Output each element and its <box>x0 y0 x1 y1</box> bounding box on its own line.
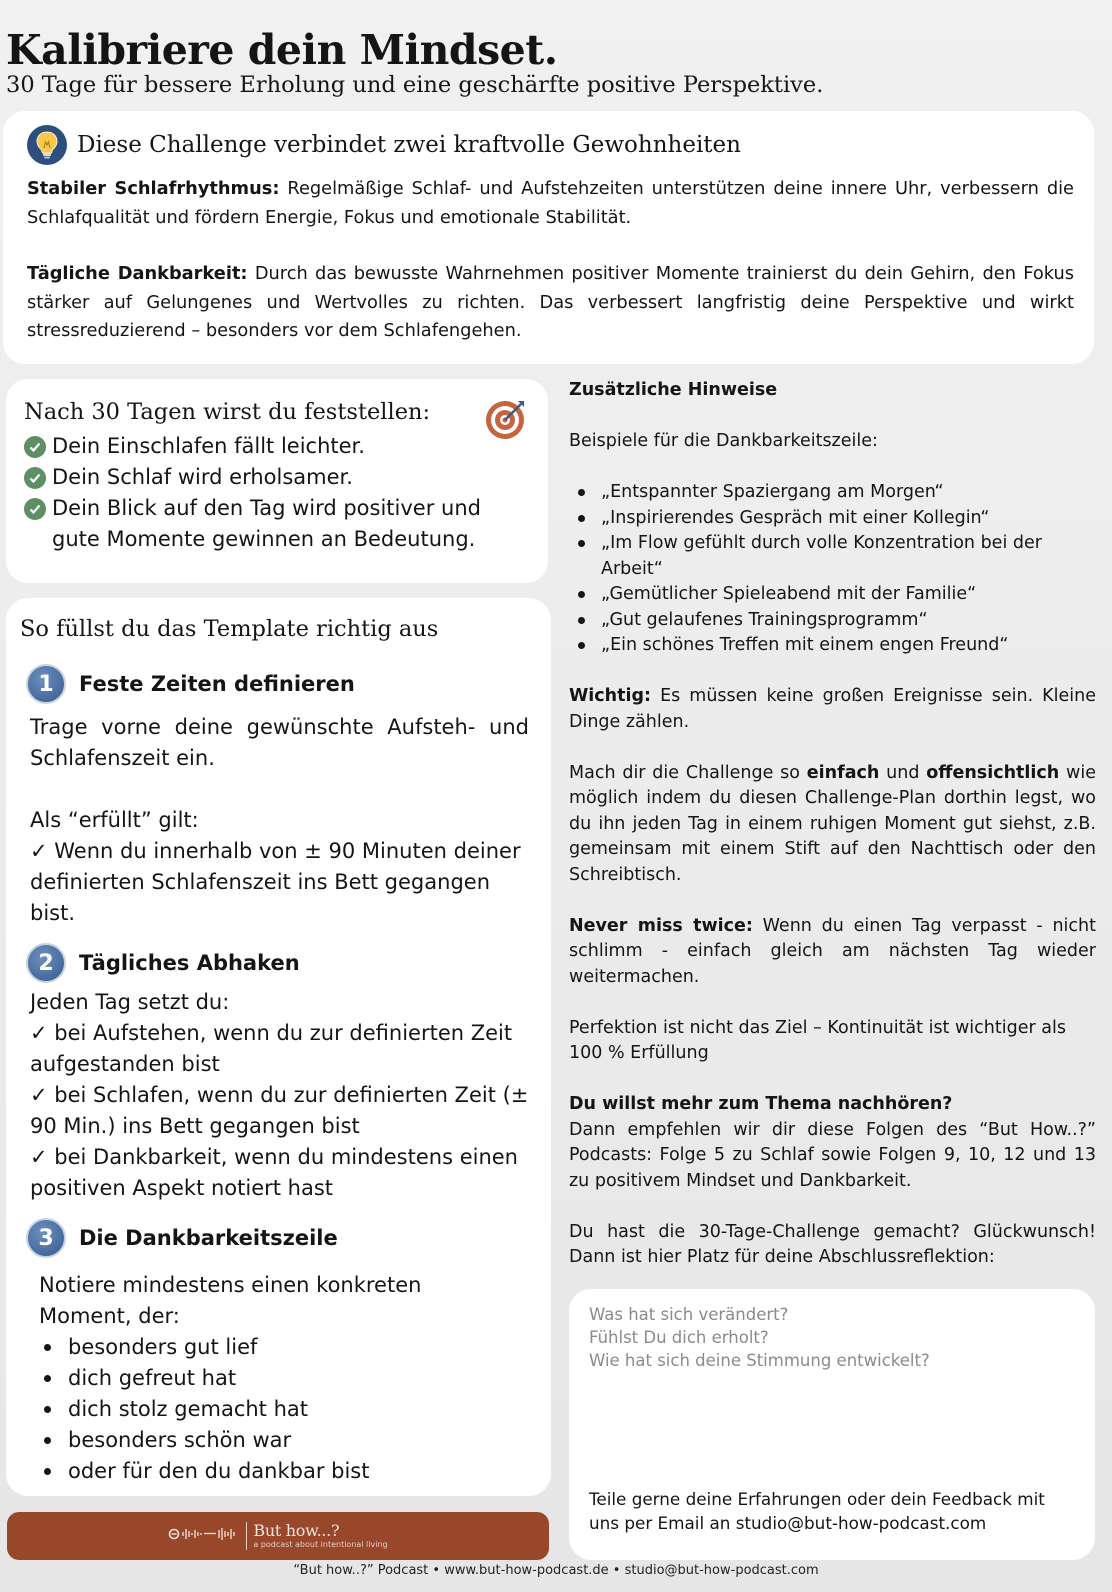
important-paragraph <box>569 684 1096 735</box>
step-1-header <box>26 664 529 704</box>
step-number-badge: 3 <box>26 1218 66 1258</box>
step-3-list <box>40 1332 529 1487</box>
page-title: Kalibriere dein Mindset. <box>6 26 558 74</box>
simple-paragraph <box>569 761 1096 889</box>
congrats-text: Du hast die 30-Tage-Challenge gemacht? Glückwunsch! Dann ist hier Platz für deine Abschlussreflektion: <box>569 1221 1096 1267</box>
podcast-logo <box>168 1522 387 1550</box>
reflection-placeholder: Wie hat sich deine Stimmung entwickelt? <box>589 1351 930 1370</box>
step-2-line: ✓ bei Dankbarkeit, wenn du mindestens einen positiven Aspekt notiert hast <box>30 1145 518 1200</box>
sleep-paragraph <box>27 175 1074 232</box>
results-heading: Nach 30 Tagen wirst du feststellen: <box>24 399 431 425</box>
sleep-text: Regelmäßige Schlaf- und Aufstehzeiten unterstützen deine innere Uhr, verbessern die Schlafqualität und fördern Energie, Fokus und emotionale Stabilität. <box>27 178 1074 228</box>
target-icon <box>484 397 528 445</box>
result-text: Dein Schlaf wird erholsamer. <box>52 465 353 489</box>
intro-heading: Diese Challenge verbindet zwei kraftvolle Gewohnheiten <box>77 132 741 158</box>
step-2-line: ✓ bei Schlafen, wenn du zur definierten Zeit (± 90 Min.) ins Bett gegangen bist <box>30 1083 529 1138</box>
page-subtitle: 30 Tage für bessere Erholung und eine geschärfte positive Perspektive. <box>6 72 824 98</box>
result-text: Dein Blick auf den Tag wird positiver und gute Momente gewinnen an Bedeutung. <box>52 496 481 551</box>
list-item: „Gemütlicher Spieleabend mit der Familie“ <box>575 582 1096 608</box>
list-item <box>24 431 530 462</box>
check-circle-icon <box>24 436 46 458</box>
check-circle-icon <box>24 467 46 489</box>
step-2-title: Tägliches Abhaken <box>79 951 300 975</box>
reflection-box <box>569 1289 1095 1560</box>
simple-mid: und <box>879 762 927 783</box>
intro-card <box>3 111 1094 364</box>
howto-card <box>6 598 551 1496</box>
results-list <box>24 431 530 555</box>
notes-heading: Zusätzliche Hinweise <box>569 380 778 400</box>
simple-bold-2: offensichtlich <box>926 762 1060 783</box>
footer: “But how..?” Podcast • www.but-how-podcast.de • studio@but-how-podcast.com <box>293 1563 819 1578</box>
list-item: besonders gut lief <box>40 1332 529 1363</box>
share-text: Teile gerne deine Erfahrungen oder dein Feedback mit uns per Email an studio@but-how-podcast.com <box>589 1489 1045 1533</box>
list-item: „Im Flow gefühlt durch volle Konzentration bei der Arbeit“ <box>575 531 1096 582</box>
soundwave-icon <box>168 1526 238 1546</box>
reflection-placeholder: Was hat sich verändert? <box>589 1305 789 1324</box>
gratitude-text: Durch das bewusste Wahrnehmen positiver Momente trainierst du dein Gehirn, den Fokus stärker auf Gelungenes und Wertvolles zu richten. Das verbessert langfristig deine Perspektive und wirkt stressreduzierend – besonders vor dem Schlafengehen. <box>27 263 1074 342</box>
results-card <box>6 379 548 583</box>
step-number-badge: 2 <box>26 943 66 983</box>
list-item: „Ein schönes Treffen mit einem engen Freund“ <box>575 633 1096 659</box>
podcast-banner <box>7 1512 549 1560</box>
simple-post: wie möglich indem du diesen Challenge-Plan dorthin legst, wo du ihn jeden Tag in einem ruhigen Moment gut siehst, z.B. gemeinsam mit einem Stift auf den Nachttisch oder den Schreibtisch. <box>569 762 1096 885</box>
notes-column <box>569 378 1096 1271</box>
reflection-placeholder: Fühlst Du dich erholt? <box>589 1328 769 1347</box>
simple-bold-1: einfach <box>806 762 880 783</box>
fulfilled-text: ✓ Wenn du innerhalb von ± 90 Minuten deiner definierten Schlafenszeit ins Bett gegangen bist. <box>30 839 521 925</box>
step-3-title: Die Dankbarkeitszeile <box>79 1226 338 1250</box>
examples-label: Beispiele für die Dankbarkeitszeile: <box>569 431 878 451</box>
never-miss-label: Never miss twice: <box>569 915 753 936</box>
list-item: „Entspannter Spaziergang am Morgen“ <box>575 480 1096 506</box>
podcast-name: But how...? <box>253 1521 340 1540</box>
check-circle-icon <box>24 498 46 520</box>
lightbulb-icon <box>27 125 67 165</box>
list-item <box>24 462 530 493</box>
list-item: dich gefreut hat <box>40 1363 529 1394</box>
podcast-brand <box>246 1522 387 1550</box>
gratitude-paragraph <box>27 260 1074 346</box>
important-text: Es müssen keine großen Ereignisse sein. Kleine Dinge zählen. <box>569 686 1096 732</box>
podcast-tagline: a podcast about intentional living <box>253 1540 388 1549</box>
more-text: Dann empfehlen wir dir diese Folgen des “But How..?” Podcasts: Folge 5 zu Schlaf sowie Folgen 9, 10, 12 und 13 zu positivem Mindset und Dankbarkeit. <box>569 1119 1096 1191</box>
gratitude-label: Tägliche Dankbarkeit: <box>27 263 248 285</box>
step-number-badge: 1 <box>26 664 66 704</box>
list-item: oder für den du dankbar bist <box>40 1456 529 1487</box>
fulfilled-label: Als “erfüllt” gilt: <box>30 808 199 832</box>
perfection-paragraph: Perfektion ist nicht das Ziel – Kontinuität ist wichtiger als 100 % Erfüllung <box>569 1017 1066 1063</box>
list-item: dich stolz gemacht hat <box>40 1394 529 1425</box>
step-2-line: ✓ bei Aufstehen, wenn du zur definierten Zeit aufgestanden bist <box>30 1021 513 1076</box>
step-1-title: Feste Zeiten definieren <box>79 672 355 696</box>
step-3-header <box>26 1218 529 1258</box>
never-miss-paragraph <box>569 914 1096 991</box>
step-2-line: Jeden Tag setzt du: <box>30 990 230 1014</box>
list-item: „Inspirierendes Gespräch mit einer Kollegin“ <box>575 506 1096 532</box>
result-text: Dein Einschlafen fällt leichter. <box>52 434 365 458</box>
examples-list <box>575 480 1096 659</box>
never-miss-text: Wenn du einen Tag verpasst - nicht schlimm - einfach gleich am nächsten Tag wieder weitermachen. <box>569 915 1096 987</box>
important-label: Wichtig: <box>569 686 652 706</box>
sleep-label: Stabiler Schlafrhythmus: <box>27 178 280 199</box>
list-item: besonders schön war <box>40 1425 529 1456</box>
step-2-header <box>26 943 529 983</box>
howto-heading: So füllst du das Template richtig aus <box>20 616 439 642</box>
list-item: „Gut gelaufenes Trainingsprogramm“ <box>575 608 1096 634</box>
step-3-text: Notiere mindestens einen konkreten Moment, der: <box>39 1273 422 1328</box>
list-item <box>24 493 530 555</box>
step-1-text: Trage vorne deine gewünschte Aufsteh- und Schlafenszeit ein. <box>30 715 529 770</box>
simple-pre: Mach dir die Challenge so <box>569 762 807 783</box>
more-heading: Du willst mehr zum Thema nachhören? <box>569 1094 953 1114</box>
intro-header <box>27 125 1074 165</box>
